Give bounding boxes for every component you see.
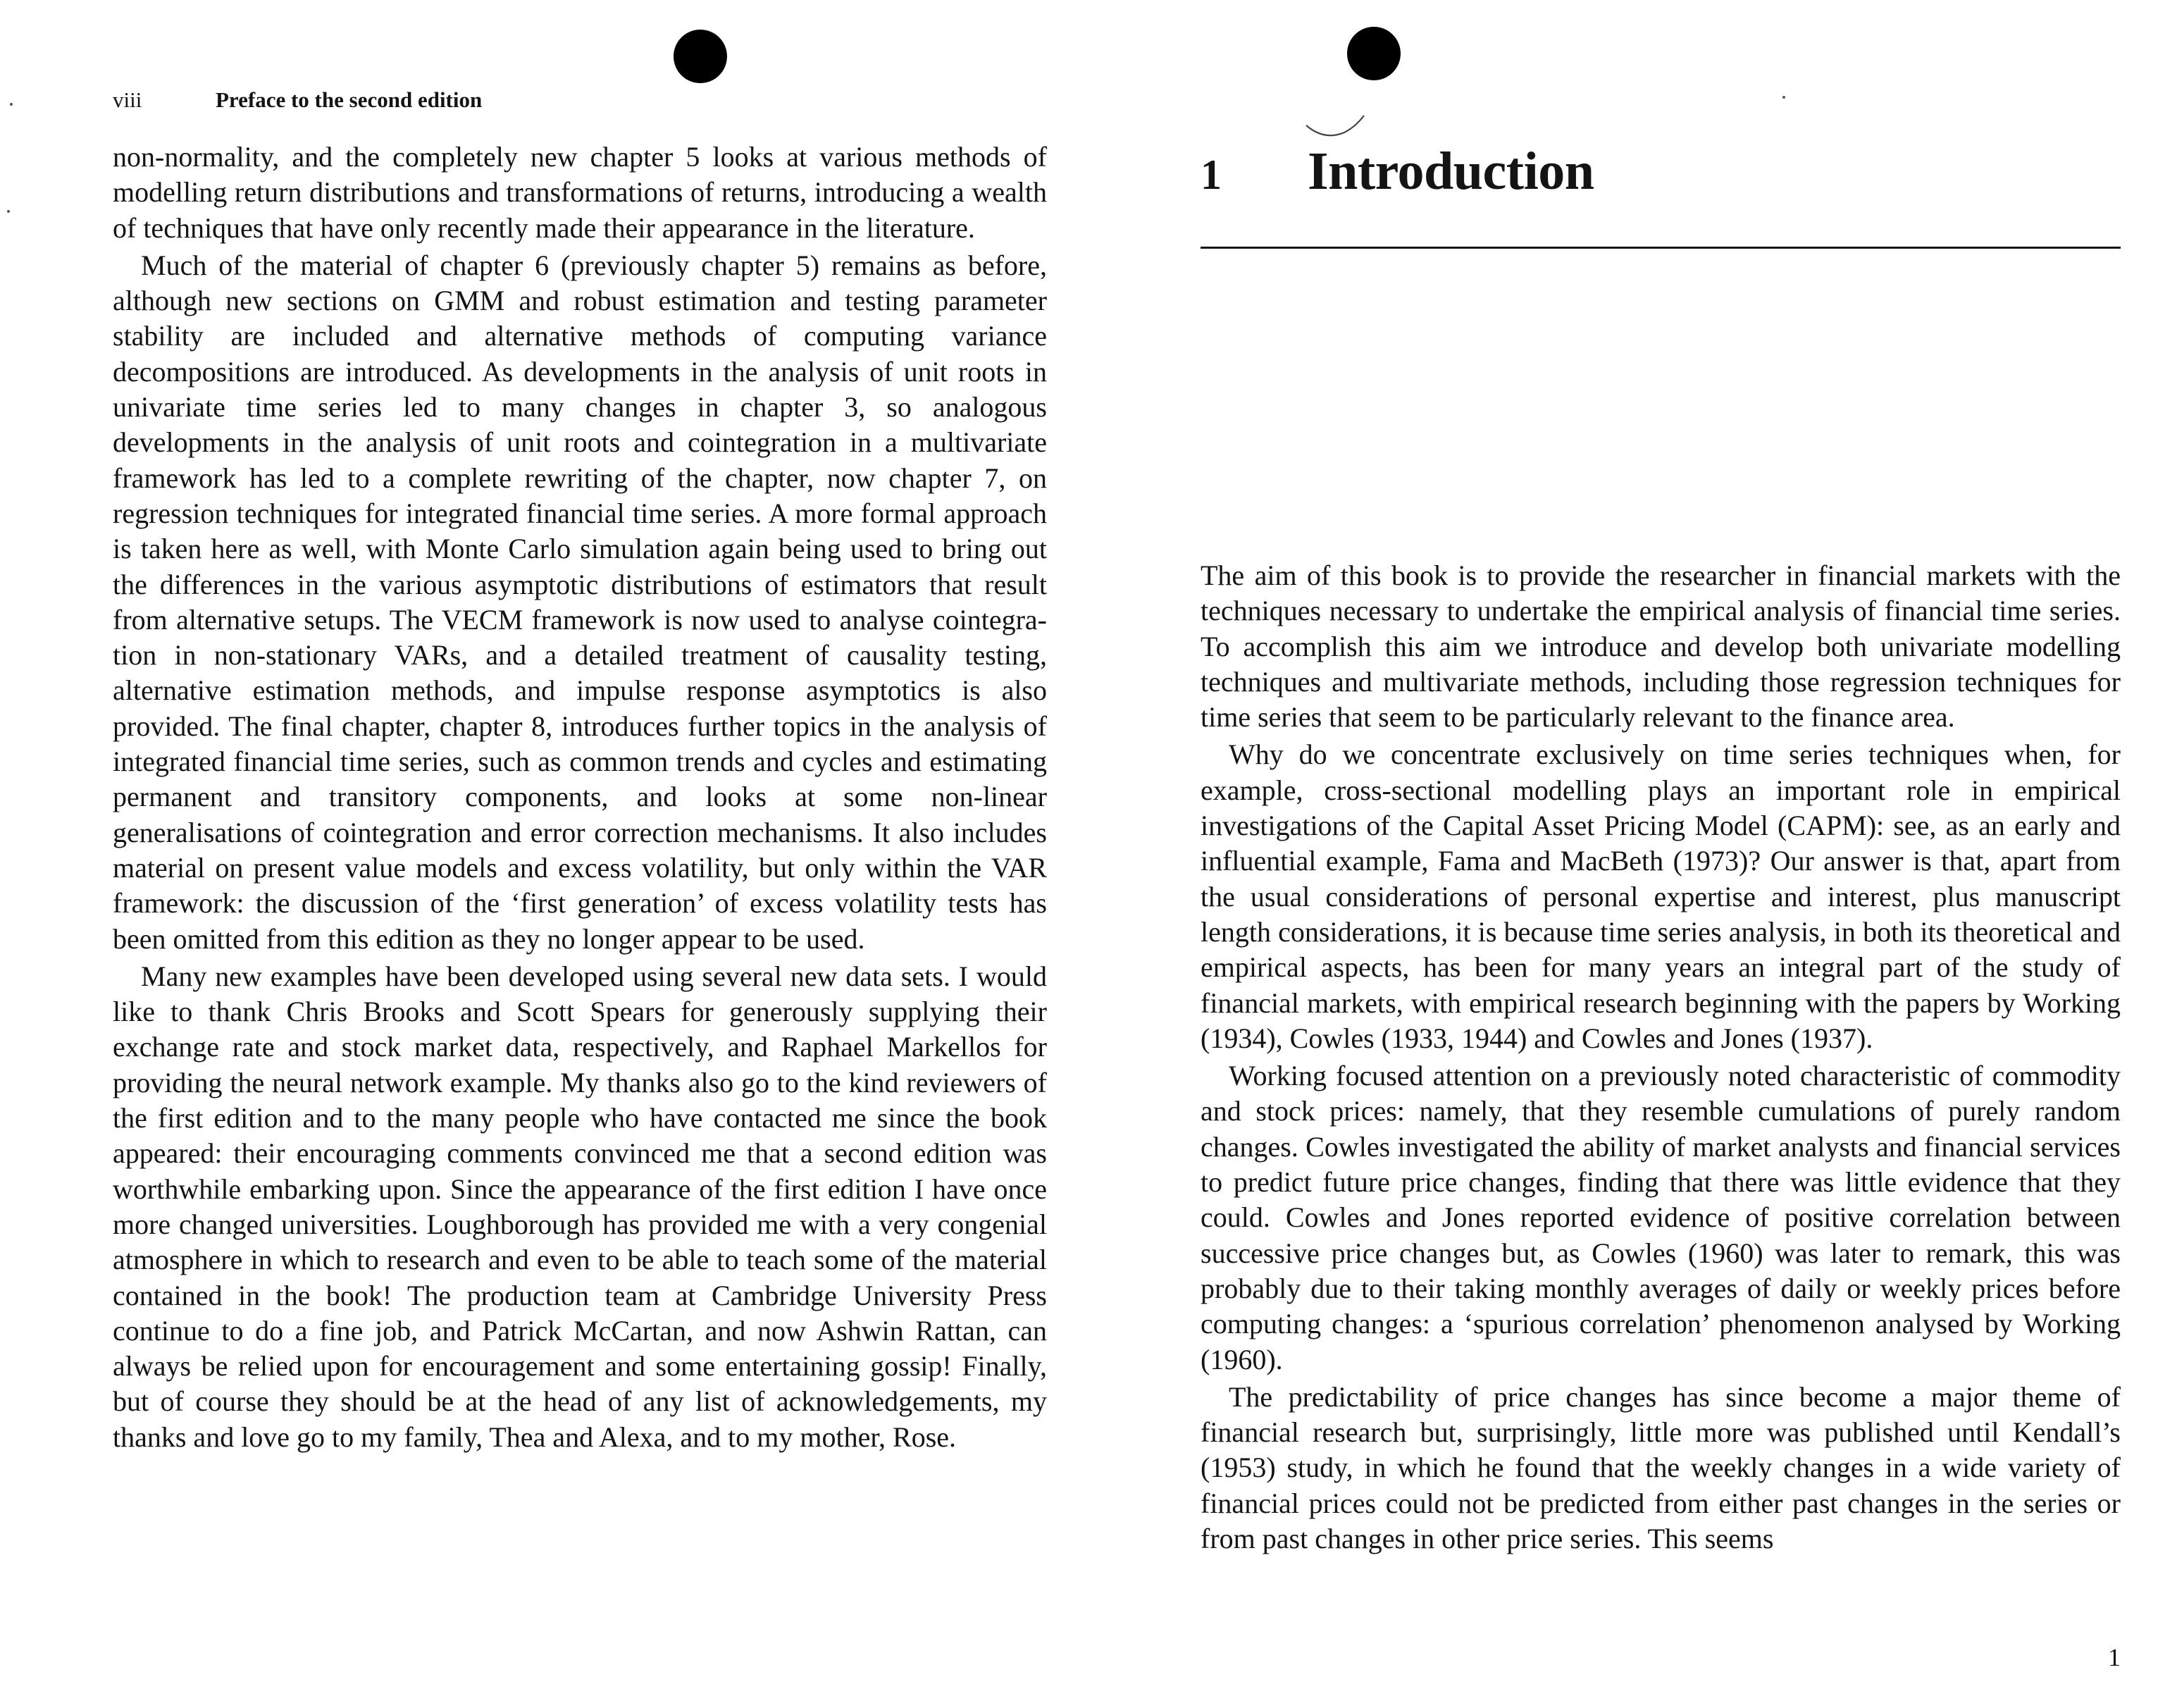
punch-hole-left [674,30,727,83]
left-page-body [113,140,1047,1455]
paragraph: Many new examples have been developed using several new data sets. I would like to thank Chris Brooks and Scott Spears for generously supplying their exchange rate and stock market data, respectively, and Raphael Markellos for providing the neural network example. My thanks also go to the kind reviewers of the first edition and to the many people who have contacted me since the book appeared: their encouraging comments convinced me that a second edition was worthwhile embarking upon. Since the appearance of the first edition I have once more changed universities. Loughborough has provided me with a very congenial atmosphere in which to research and even to be able to teach some of the material contained in the book! The production team at Cambridge University Press continue to do a fine job, and Patrick McCartan, and now Ashwin Rattan, can always be relied upon for encouragement and some entertaining gossip! Finally, but of course they should be at the head of any list of acknowledgements, my thanks and love go to my family, Thea and Alexa, and to my mother, Rose. [113,960,1047,1453]
paragraph: Working focused attention on a previously noted characteristic of commodity and stock prices: namely, that they resemble cumulations of purely random changes. Cowles investigated the ability of market analysts and financial services to predict future price changes, finding that there was little evidence that they could. Cowles and Jones reported evidence of positive correlation between successive price changes but, as Cowles (1960) was later to remark, this was probably due to their taking monthly averages of daily or weekly prices before computing changes: a ‘spurious correlation’ phenomenon analysed by Working (1960). [1201,1060,2121,1375]
page-number: viii [113,87,142,112]
scan-speck [10,103,13,106]
paragraph: Much of the material of chapter 6 (previously chapter 5) remains as before, although new sections on GMM and robust estimation and testing parameter stability are included and alternative methods of computing variance decompositions are introduced. As developments in the analysis of unit roots in univariate time series led to many changes in chapter 3, so analogous developments in the analysis of unit roots and cointegration in a multivariate framework has led to a complete rewriting of the chapter, now chapter 7, on regression techniques for integrated financial time series. A more formal approach is taken here as well, with Monte Carlo simulation again being used to bring out the differences in the various asymptotic distributions of estimators that result from alternative setups. The VECM framework is now used to analyse cointegration in non-stationary VARs, and a detailed treatment of causality testing, alternative estimation methods, and impulse response asymptotics is also provided. The final chapter, chapter 8, introduces further topics in the analysis of integrated financial time series, such as common trends and cycles and estimating permanent and transitory components, and looks at some non-linear generalisations of cointegration and error correction mechanisms. It also includes material on present value models and excess volatility, but only within the VAR framework: the discussion of the ‘first generation’ of excess volatility tests has been omitted from this edition as they no longer appear to be used. [113,249,1047,955]
right-page-body [1201,558,2121,1557]
paragraph: The predictability of price changes has since become a major theme of financial research but, surprisingly, little more was published until Kendall’s (1953) study, in which he found that the weekly changes in a wide variety of financial prices could not be predicted from either past changes in the series or from past changes in other price series. This seems [1201,1380,2121,1555]
paragraph: Why do we concentrate exclusively on time series techniques when, for example, cross-sectional modelling plays an important role in empirical investigations of the Capital Asset Pricing Model (CAPM): see, as an early and influential example, Fama and MacBeth (1973)? Our answer is that, apart from the usual considerations of personal expertise and interest, plus manuscript length considerations, it is because time series analysis, in both its theoretical and empirical aspects, has been for many years an integral part of the study of financial markets, with empirical research beginning with the papers by Working (1934), Cowles (1933, 1944) and Cowles and Jones (1937). [1201,738,2121,1054]
scan-speck [7,210,10,213]
chapter-title: Introduction [1308,142,1594,201]
punch-hole-right [1347,27,1401,80]
paragraph: The aim of this book is to provide the researcher in financial markets with the techniques necessary to undertake the empirical analysis of financial time series. To accomplish this aim we introduce and develop both univariate modelling techniques and multivariate methods, including those regression techniques for time series that seem to be particularly relevant to the finance area. [1201,559,2121,734]
page-number: 1 [2108,1643,2121,1671]
chapter-rule [1201,247,2121,249]
scan-speck [1782,96,1785,99]
chapter-heading [1201,141,1594,218]
chapter-number: 1 [1201,151,1222,198]
paragraph: non-normality, and the completely new chapter 5 looks at various methods of modelling return distributions and transformations of returns, introducing a wealth of techniques that have only recently made their appearance in the literature. [113,141,1047,244]
running-head [113,86,482,114]
running-head-title: Preface to the second edition [216,87,483,112]
